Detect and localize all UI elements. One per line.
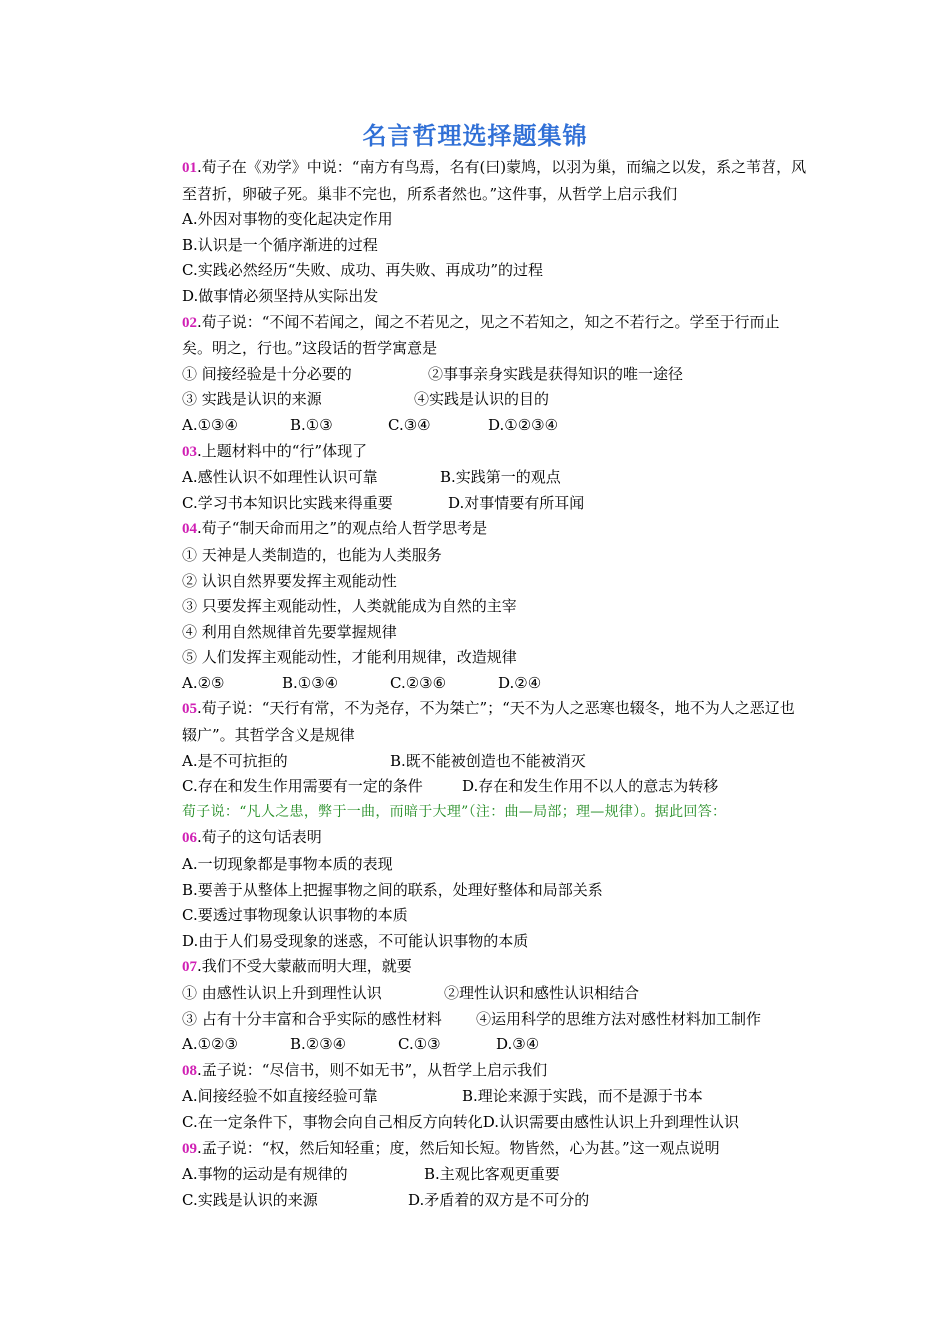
option-c: C.要透过事物现象认识事物的本质 [182,906,408,925]
option-a: A.是不可抗拒的 [182,751,288,770]
options-row [144,1188,808,1214]
statement-row [144,981,808,1007]
option-b: B.实践第一的观点 [440,468,561,487]
document-title: 名言哲理选择题集锦 [362,122,588,150]
option-d: D.①②③④ [488,415,559,434]
option-a: A.②⑤ [182,673,225,692]
option-a: A.外因对事物的变化起决定作用 [182,210,393,229]
option-d: D.由于人们易受现象的迷惑，不可能认识事物的本质 [182,931,529,950]
question-number: 05 [182,701,197,718]
statement-2: ②事事亲身实践是获得知识的唯一途径 [428,364,684,383]
options-row [144,491,808,517]
option-c: C.实践是认识的来源 [182,1190,318,1209]
statement-2: ②理性认识和感性认识相结合 [444,984,640,1002]
question-05 [144,696,808,748]
statement-1: ① 天神是人类制造的，也能为人类服务 [182,545,442,564]
options-row [144,413,808,439]
question-02 [144,310,808,362]
statement-4: ④ 利用自然规律首先要掌握规律 [182,622,397,641]
question-07 [144,954,808,981]
question-09 [144,1136,808,1163]
option-a: A.①③④ [182,415,238,434]
options-row [144,1084,808,1110]
option-d: D.②④ [498,673,542,692]
option-d: D.认识需要由感性认识上升到理性认识 [482,1112,739,1131]
statement-2: ② 认识自然界要发挥主观能动性 [182,571,397,590]
question-number: 08 [182,1062,197,1079]
option-b: B.既不能被创造也不能被消灭 [390,751,586,770]
options-row [144,671,808,697]
option-d: D.做事情必须坚持从实际出发 [182,286,379,305]
option-b: B.主观比客观更重要 [424,1165,560,1184]
option-a: A.①②③ [182,1035,238,1054]
option-c: C.存在和发生作用需要有一定的条件 [182,777,423,796]
question-number: 09 [182,1140,197,1157]
option-b: B.①③ [290,415,333,434]
option-b: B.理论来源于实践，而不是源于书本 [462,1087,703,1106]
option-b: B.②③④ [290,1035,347,1054]
question-06 [144,825,808,852]
option-c: C.学习书本知识比实践来得重要 [182,493,393,512]
statement-1: ① 由感性认识上升到理性认识 [182,984,382,1002]
options-row [144,1110,808,1136]
question-03 [144,439,808,466]
options-row [144,1162,808,1188]
option-b: B.要善于从整体上把握事物之间的联系，处理好整体和局部关系 [182,880,603,899]
question-number: 03 [182,443,197,460]
option-b: B.认识是一个循序渐进的过程 [182,235,378,254]
question-08 [144,1058,808,1085]
statement-3: ③ 只要发挥主观能动性，人类就能成为自然的主宰 [182,597,517,616]
question-text: .荀子在《劝学》中说：“南方有鸟焉，名有(曰)蒙鸠，以羽为巢，而编之以发，系之苇苕，风至苕折，卵破子死。巢非不完也，所系者然也。”这件事，从哲学上启示我们 [182,158,807,203]
option-d: D.③④ [496,1035,540,1054]
option-a: A.一切现象都是事物本质的表现 [182,855,393,874]
option-b: B.①③④ [282,673,339,692]
option-a: A.间接经验不如直接经验可靠 [182,1087,378,1106]
options-row [144,774,808,800]
option-d: D.存在和发生作用不以人的意志为转移 [462,777,719,796]
question-text: .荀子说：“不闻不若闻之，闻之不若见之，见之不若知之，知之不若行之。学至于行而止矣。明之，行也。”这段话的哲学寓意是 [182,312,780,358]
question-text: .我们不受大蒙蔽而明大理，就要 [197,957,412,976]
question-number: 06 [182,830,197,847]
statement-3: ③ 占有十分丰富和合乎实际的感性材料 [182,1009,442,1028]
question-number: 01 [182,160,197,176]
statement-row [144,362,808,388]
statement-row [144,387,808,413]
question-text: .荀子“制天命而用之”的观点给人哲学思考是 [197,519,488,538]
question-number: 07 [182,959,197,976]
options-row [144,1032,808,1058]
statement-4: ④实践是认识的目的 [414,390,550,409]
statement-5: ⑤ 人们发挥主观能动性，才能利用规律，改造规律 [182,648,517,667]
statement-1: ① 间接经验是十分必要的 [182,364,352,383]
question-number: 04 [182,521,197,538]
question-01 [144,155,808,207]
option-d: D.对事情要有所耳闻 [448,493,585,512]
option-a: A.事物的运动是有规律的 [182,1165,348,1184]
statement-row [144,1007,808,1033]
option-c: C.实践必然经历“失败、成功、再失败、再成功”的过程 [182,261,544,280]
passage-note: 荀子说：“凡人之患，弊于一曲，而暗于大理”（注：曲—局部；理—规律）。据此回答： [182,803,727,820]
options-row [144,465,808,491]
option-d: D.矛盾着的双方是不可分的 [408,1190,590,1209]
options-row [144,749,808,775]
question-04 [144,516,808,543]
option-c: C.②③⑥ [390,673,447,692]
question-text: .孟子说：“权，然后知轻重；度，然后知长短。物皆然，心为甚。”这一观点说明 [197,1138,720,1157]
statement-4: ④运用科学的思维方法对感性材料加工制作 [476,1009,762,1028]
question-text: .荀子的这句话表明 [197,828,322,847]
question-list [144,155,808,1213]
option-c: C.①③ [398,1035,441,1054]
option-a: A.感性认识不如理性认识可靠 [182,468,378,487]
option-c: C.③④ [388,415,431,434]
question-text: .孟子说：“尽信书，则不如无书”，从哲学上启示我们 [197,1060,548,1079]
question-text: .荀子说：“天行有常，不为尧存，不为桀亡”；“天不为人之恶寒也辍冬，地不为人之恶辽也辍广”。其哲学含义是规律 [182,699,795,745]
question-text: .上题材料中的“行”体现了 [197,441,368,460]
question-number: 02 [182,314,197,331]
statement-3: ③ 实践是认识的来源 [182,390,322,409]
option-c: C.在一定条件下，事物会向自己相反方向转化 [182,1112,483,1131]
